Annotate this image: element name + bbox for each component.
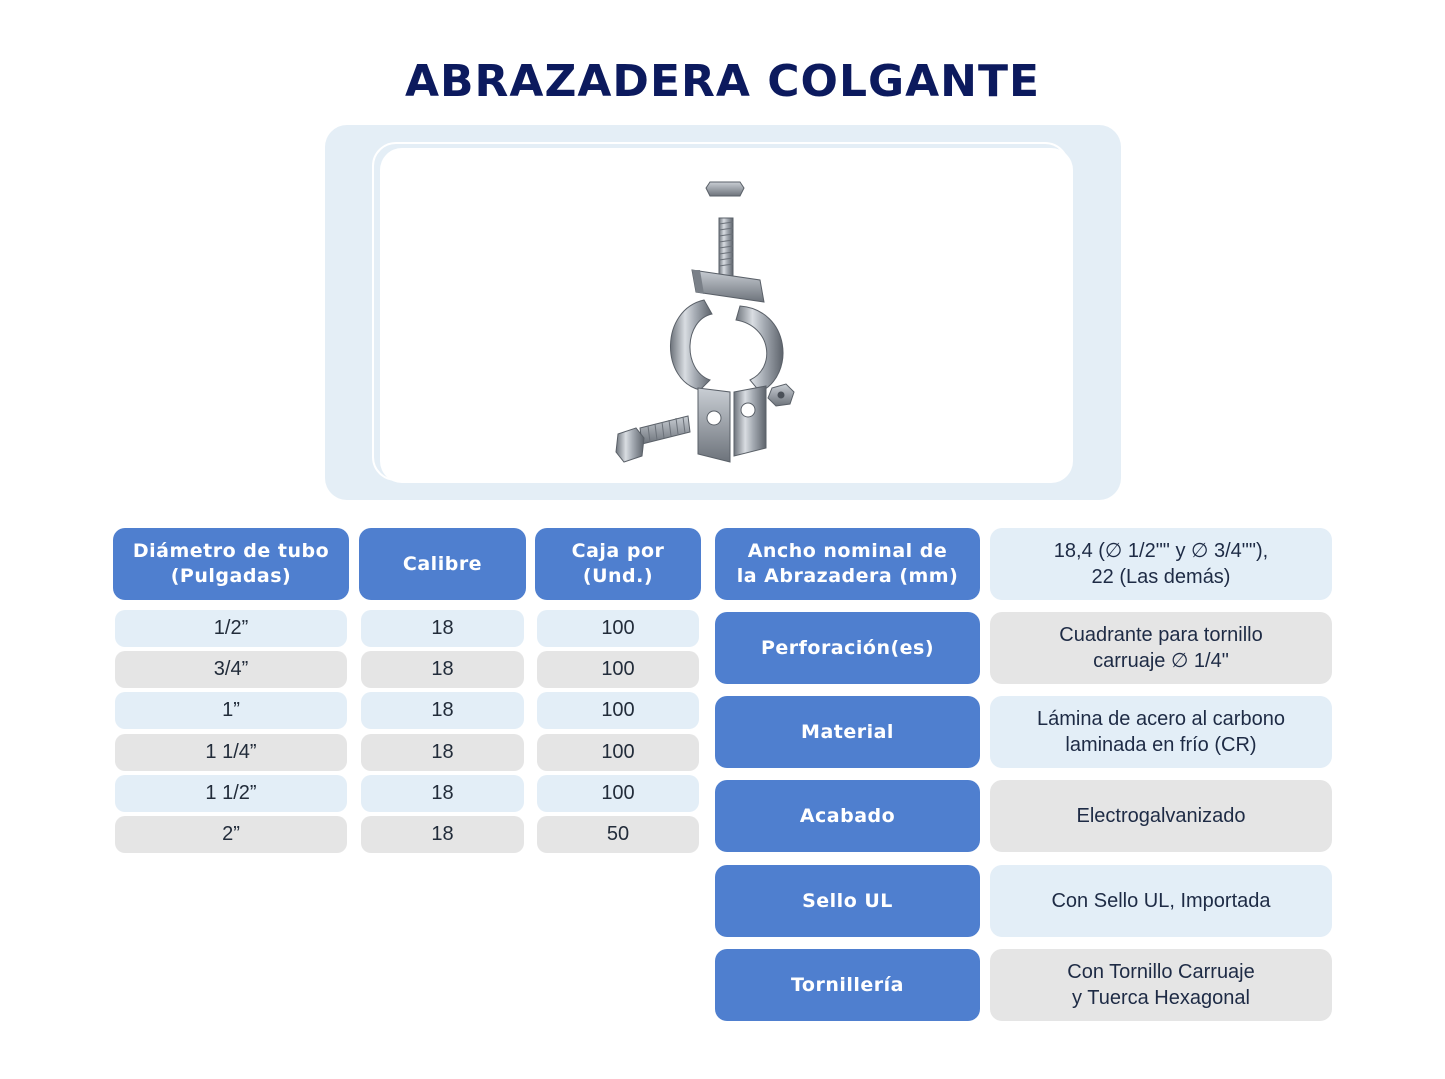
spec-value-sello: Con Sello UL, Importada [990,865,1332,937]
side-nut [768,384,794,406]
spec-value-material: Lámina de acero al carbono laminada en frío (CR) [990,696,1332,768]
table-cell: 18 [361,692,524,729]
top-nut [706,182,744,196]
spec-value-ancho: 18,4 (∅ 1/2"" y ∅ 3/4""), 22 (Las demás) [990,528,1332,600]
table-cell: 18 [361,816,524,853]
header-caja: Caja por (Und.) [535,528,701,600]
spec-value-tornilleria: Con Tornillo Carruaje y Tuerca Hexagonal [990,949,1332,1021]
spec-label-perforacion: Perforación(es) [715,612,980,684]
product-image [600,170,840,470]
header-diametro: Diámetro de tubo (Pulgadas) [113,528,349,600]
table-cell: 1 1/4” [115,734,347,771]
vertical-bolt [719,218,733,280]
table-cell: 100 [537,775,699,812]
spec-label-sello: Sello UL [715,865,980,937]
table-cell: 100 [537,734,699,771]
spec-label-acabado: Acabado [715,780,980,852]
spec-label-ancho: Ancho nominal de la Abrazadera (mm) [715,528,980,600]
page-title: ABRAZADERA COLGANTE [404,56,1041,107]
clamp-top-strap [692,270,764,302]
table-cell: 3/4” [115,651,347,688]
clamp-ring [670,300,783,392]
header-calibre: Calibre [359,528,526,600]
spec-label-tornilleria: Tornillería [715,949,980,1021]
horizontal-bolt [616,416,690,462]
table-cell: 100 [537,692,699,729]
spec-value-acabado: Electrogalvanizado [990,780,1332,852]
table-cell: 1 1/2” [115,775,347,812]
table-cell: 50 [537,816,699,853]
table-cell: 1/2” [115,610,347,647]
table-cell: 18 [361,651,524,688]
table-cell: 2” [115,816,347,853]
table-cell: 100 [537,610,699,647]
table-cell: 18 [361,734,524,771]
table-cell: 100 [537,651,699,688]
clamp-legs [698,386,766,462]
table-cell: 1” [115,692,347,729]
table-cell: 18 [361,610,524,647]
table-cell: 18 [361,775,524,812]
spec-value-perforacion: Cuadrante para tornillo carruaje ∅ 1/4" [990,612,1332,684]
spec-label-material: Material [715,696,980,768]
